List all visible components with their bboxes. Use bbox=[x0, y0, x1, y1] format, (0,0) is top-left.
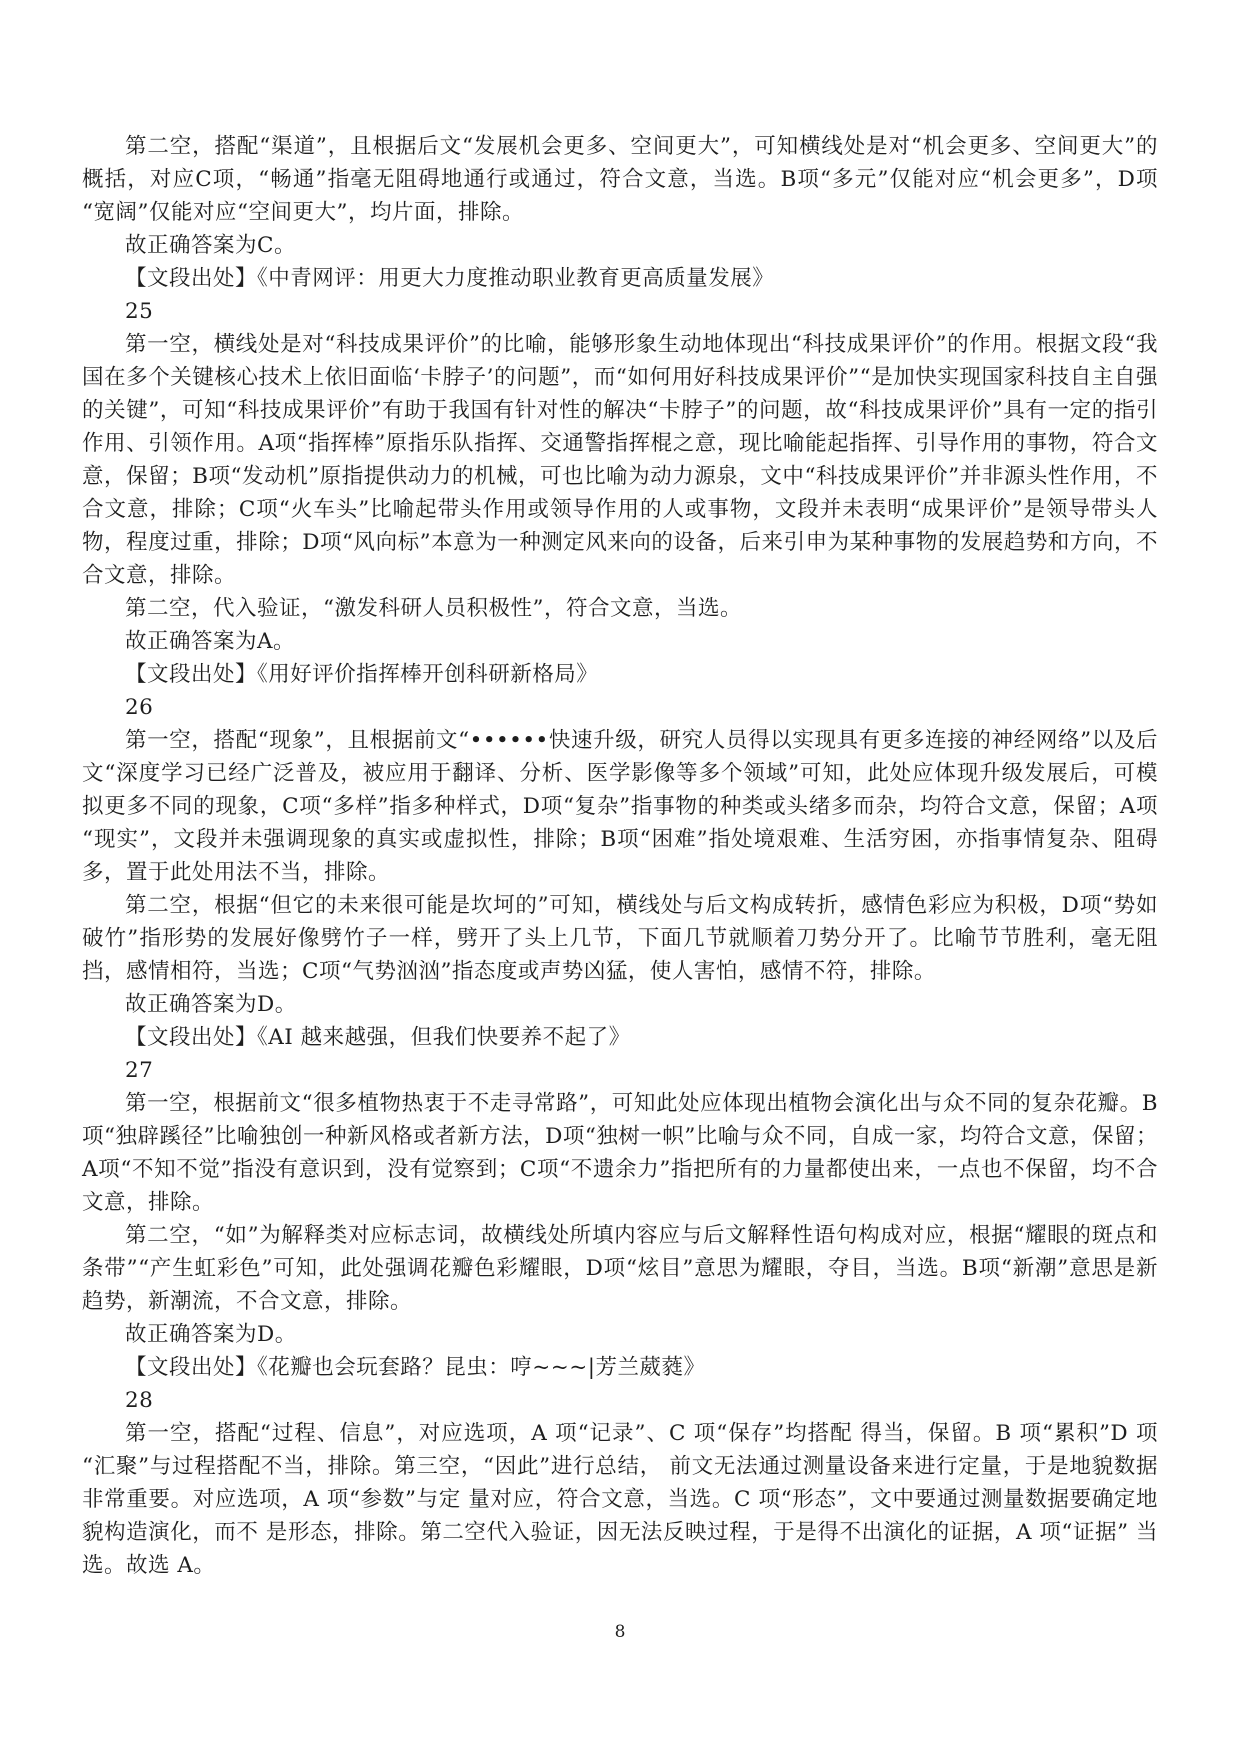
paragraph-explanation: 第二空，“如”为解释类对应标志词，故横线处所填内容应与后文解释性语句构成对应，根据“耀眼的斑点和条带”“产生虹彩色”可知，此处强调花瓣色彩耀眼，D项“炫目”意思为耀眼，夺目，当选。B项“新潮”意思是新趋势，新潮流，不合文意，排除。 bbox=[82, 1223, 1158, 1314]
source-line: 【文段出处】《用好评价指挥棒开创科研新格局》 bbox=[125, 662, 599, 687]
answer-line: 故正确答案为D。 bbox=[125, 1322, 297, 1347]
answer-line: 故正确答案为A。 bbox=[125, 629, 296, 654]
answer-line: 故正确答案为D。 bbox=[125, 992, 297, 1017]
paragraph-explanation: 第二空，代入验证，“激发科研人员积极性”，符合文意，当选。 bbox=[125, 596, 742, 621]
question-number: 27 bbox=[125, 1058, 154, 1083]
paragraph-explanation: 第一空，横线处是对“科技成果评价”的比喻，能够形象生动地体现出“科技成果评价”的作用。根据文段“我国在多个关键核心技术上依旧面临‘卡脖子’的问题”，而“如何用好科技成果评价”“是加快实现国家科技自主自强的关键”，可知“科技成果评价”有助于我国有针对性的解决“卡脖子”的问题，故“科技成果评价”具有一定的指引作用、引领作用。A项“指挥棒”原指乐队指挥、交通警指挥棍之意，现比喻能起指挥、引导作用的事物，符合文意，保留；B项“发动机”原指提供动力的机械，可也比喻为动力源泉，文中“科技成果评价”并非源头性作用，不合文意，排除；C项“火车头”比喻起带头作用或领导作用的人或事物，文段并未表明“成果评价”是领导带头人物，程度过重，排除；D项“风向标”本意为一种测定风来向的设备，后来引申为某种事物的发展趋势和方向，不合文意，排除。 bbox=[82, 332, 1158, 588]
source-line: 【文段出处】《中青网评：用更大力度推动职业教育更高质量发展》 bbox=[125, 266, 775, 291]
source-line: 【文段出处】《花瓣也会玩套路？昆虫：哼~~~|芳兰葳蕤》 bbox=[125, 1355, 706, 1380]
question-number: 25 bbox=[125, 299, 154, 324]
answer-line: 故正确答案为C。 bbox=[125, 233, 296, 258]
page-number: 8 bbox=[614, 1622, 626, 1642]
paragraph-explanation: 第一空，搭配“现象”，且根据前文“••••••快速升级，研究人员得以实现具有更多连接的神经网络”以及后文“深度学习已经广泛普及，被应用于翻译、分析、医学影像等多个领域”可知，此处应体现升级发展后，可模拟更多不同的现象，C项“多样”指多种样式，D项“复杂”指事物的种类或头绪多而杂，均符合文意，保留；A项“现实”，文段并未强调现象的真实或虚拟性，排除；B项“困难”指处境艰难、生活穷困，亦指事情复杂、阻碍多，置于此处用法不当，排除。 bbox=[82, 728, 1158, 885]
page-content bbox=[82, 130, 1158, 1582]
question-number: 28 bbox=[125, 1388, 154, 1413]
paragraph-explanation: 第二空，搭配“渠道”，且根据后文“发展机会更多、空间更大”，可知横线处是对“机会更多、空间更大”的概括，对应C项，“畅通”指毫无阻碍地通行或通过，符合文意，当选。B项“多元”仅能对应“机会更多”，D项“宽阔”仅能对应“空间更大”，均片面，排除。 bbox=[82, 134, 1158, 225]
source-line: 【文段出处】《AI 越来越强，但我们快要养不起了》 bbox=[125, 1025, 631, 1050]
paragraph-explanation: 第二空，根据“但它的未来很可能是坎坷的”可知，横线处与后文构成转折，感情色彩应为积极，D项“势如破竹”指形势的发展好像劈竹子一样，劈开了头上几节，下面几节就顺着刀势分开了。比喻节节胜利，毫无阻挡，感情相符，当选；C项“气势汹汹”指态度或声势凶猛，使人害怕，感情不符，排除。 bbox=[82, 893, 1158, 984]
paragraph-explanation: 第一空，根据前文“很多植物热衷于不走寻常路”，可知此处应体现出植物会演化出与众不同的复杂花瓣。B项“独辟蹊径”比喻独创一种新风格或者新方法，D项“独树一帜”比喻与众不同，自成一家，均符合文意，保留；A项“不知不觉”指没有意识到，没有觉察到；C项“不遗余力”指把所有的力量都使出来，一点也不保留，均不合文意，排除。 bbox=[82, 1091, 1158, 1215]
paragraph-explanation: 第一空，搭配“过程、信息”，对应选项，A 项“记录”、C 项“保存”均搭配 得当，保留。B 项“累积”D 项“汇聚”与过程搭配不当，排除。第三空，“因此”进行总结， 前文无法通过测量设备来进行定量，于是地貌数据非常重要。对应选项，A 项“参数”与定 量对应，符合文意，当选。C 项“形态”，文中要通过测量数据要确定地貌构造演化，而不 是形态，排除。第二空代入验证，因无法反映过程，于是得不出演化的证据，A 项“证据” 当选。故选 A。 bbox=[82, 1421, 1158, 1578]
question-number: 26 bbox=[125, 695, 154, 720]
